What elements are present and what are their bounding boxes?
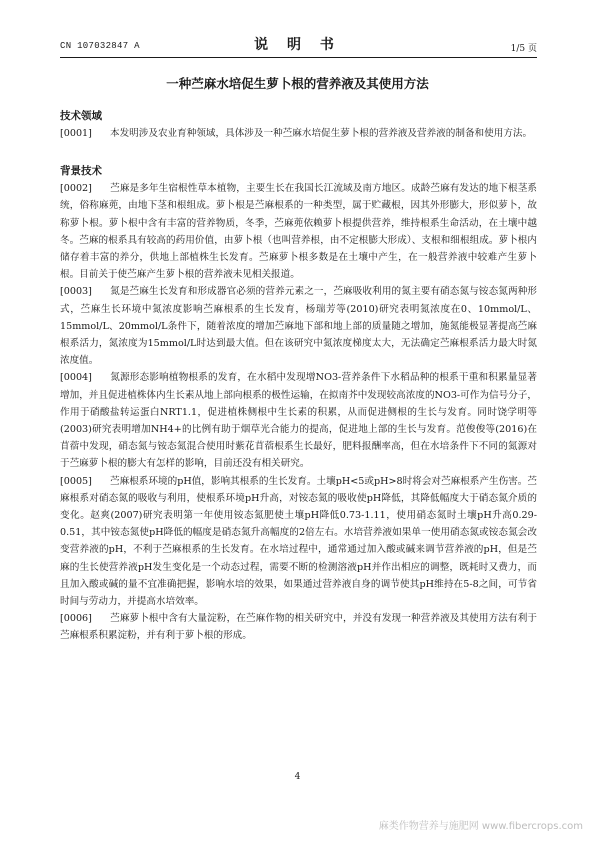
paragraph-number: [0004] (60, 372, 92, 384)
paragraph-number: [0005] (60, 475, 92, 487)
section-heading-technical-field: 技术领域 (60, 110, 102, 122)
page-indicator: 1/5 页 (510, 44, 537, 54)
page-number: 4 (294, 772, 301, 782)
header-rule (60, 57, 537, 58)
paragraph-0005 (60, 473, 537, 611)
paragraph-text: 苎麻根系环境的pH值，影响其根系的生长发育。土壤pH<5或pH>8时将会对苎麻根系产生伤害。苎麻根系对硝态氮的吸收与利用，使根系环境pH升高，对铵态氮的吸收使pH降低，其降低幅度大于硝态氮介质的变化。赵爽(2007)研究表明第一年使用铵态氮肥使土壤pH降低0.73-1.11，使用硝态氮时土壤pH升高0.29-0.51，其中铵态氮使pH降低的幅度是硝态氮升高幅度的2倍左右。水培营养液如果单一使用硝态氮或铵态氮会改变营养液的pH，不利于苎麻根系的生长发育。在水培过程中，通常通过加入酸或碱来调节营养液的pH，但是苎麻的生长使营养液pH发生变化是一个动态过程，需要不断的检测溶液pH并作出相应的调整，既耗时又费力，而且加入酸或碱的量不宜准确把握，影响水培的效果，如果通过营养液自身的调节使其pH维持在5-8之间，可节省时间与劳动力，并提高水培效率。 (60, 475, 537, 608)
page-header (0, 0, 595, 60)
paragraph-text: 本发明涉及农业育种领域，具体涉及一种苎麻水培促生萝卜根的营养液及营养液的制备和使用方法。 (110, 128, 533, 139)
watermark: 麻类作物营养与施肥网 www.fibercrops.com (378, 821, 583, 832)
section-heading-background: 背景技术 (60, 165, 102, 178)
paragraph-text: 氮是苎麻生长发育和形成器官必须的营养元素之一，苎麻吸收利用的氮主要有硝态氮与铵态氮两种形式，苎麻生长环境中氮浓度影响苎麻根系的生长发育，杨瑞芳等(2010)研究表明氮浓度在0、10mmol/L、15mmol/L、20mmol/L条件下，随着浓度的增加苎麻地下部和地上部的质量随之增加，施氮能极显著提高苎麻根系活力，氮浓度为15mmol/L时达到最大值。但在该研究中氮浓度梯度太大，无法确定苎麻根系活力最大时氮浓度值。 (60, 286, 537, 367)
patent-number: CN 107032847 A (60, 41, 140, 51)
paragraph-number: [0001] (60, 128, 92, 139)
paragraph-number: [0002] (60, 183, 92, 195)
paragraph-number: [0003] (60, 286, 92, 298)
paragraph-0002 (60, 180, 537, 283)
paragraph-text: 氮源形态影响植物根系的发育，在水稻中发现增NO3-营养条件下水稻品种的根系干重和积累量显著增加，并且促进植株体内生长素从地上部向根系的极性运输，在拟南芥中发现较高浓度的NO3-可作为信号分子，作用于硝酸盐转运蛋白NRT1.1，促进植株侧根中生长素的积累，从而促进侧根的生长与发育。同时饶学明等(2003)研究表明增加NH4+的比例有助于烟草光合能力的提高，促进地上部的生长与发育。范俊俊等(2016)在苜蓿中发现，硝态氮与铵态氮混合使用时紫花苜蓿根系生长最好，肥料报酬率高，但在水培条件下不同的氮源对于苎麻萝卜根的膨大有怎样的影响，目前还没有相关研究。 (60, 372, 537, 470)
document-type: 说 明 书 (254, 37, 341, 53)
paragraph-0006 (60, 610, 537, 644)
paragraph-0004 (60, 369, 537, 472)
paragraph-text: 苎麻萝卜根中含有大量淀粉，在苎麻作物的相关研究中，并没有发现一种营养液及其使用方法有利于苎麻根系积累淀粉，并有利于萝卜根的形成。 (60, 613, 537, 642)
paragraph-0001 (60, 125, 537, 142)
paragraph-number: [0006] (60, 613, 92, 625)
document-body (60, 108, 537, 645)
document-title: 一种苎麻水培促生萝卜根的营养液及其使用方法 (166, 76, 429, 91)
paragraph-text: 苎麻是多年生宿根性草本植物，主要生长在我国长江流域及南方地区。成龄苎麻有发达的地下根茎系统，俗称麻蔸，由地下茎和根组成。萝卜根是苎麻根系的一种类型，属于贮藏根，因其外形膨大，形似萝卜，故称萝卜根。萝卜根中含有丰富的营养物质，冬季，苎麻蔸依赖萝卜根提供营养，维持根系生命活动，在土壤中越冬。苎麻的根系具有较高的药用价值，由萝卜根（也叫营养根，由不定根膨大形成）、支根和细根组成。萝卜根内储存着丰富的养分，供地上部植株生长发育。苎麻萝卜根多数是在土壤中产生，在一般营养液中较难产生萝卜根。目前关于使苎麻产生萝卜根的营养液未见相关报道。 (60, 183, 537, 281)
paragraph-0003 (60, 283, 537, 369)
